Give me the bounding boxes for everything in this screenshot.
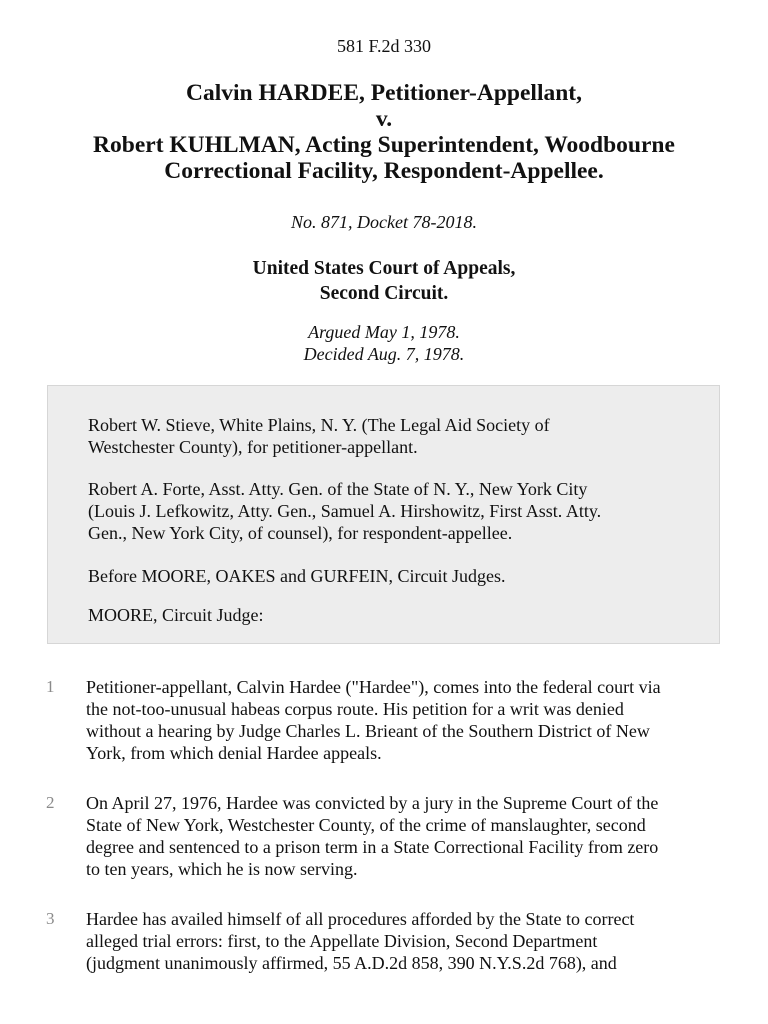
paragraph-line: degree and sentenced to a prison term in a State Correctional Facility from zero (86, 837, 659, 857)
paragraph-text (86, 908, 736, 974)
caption-respondent-line-1: Robert KUHLMAN, Acting Superintendent, Woodbourne (93, 132, 675, 158)
paragraph-number: 3 (46, 909, 55, 928)
respondent-counsel-line: (Louis J. Lefkowitz, Atty. Gen., Samuel A. Hirshowitz, First Asst. Atty. (88, 501, 602, 521)
respondent-counsel-line: Gen., New York City, of counsel), for respondent-appellee. (88, 523, 513, 543)
petitioner-counsel-line: Westchester County), for petitioner-appellant. (88, 437, 418, 457)
paragraph-number: 2 (46, 793, 55, 812)
paragraph-line: York, from which denial Hardee appeals. (86, 743, 382, 763)
paragraph-line: Petitioner-appellant, Calvin Hardee ("Hardee"), comes into the federal court via (86, 677, 661, 697)
decided-date: Decided Aug. 7, 1978. (303, 344, 465, 364)
paragraph-line: alleged trial errors: first, to the Appellate Division, Second Department (86, 931, 598, 951)
paragraph-line: Hardee has availed himself of all procedures afforded by the State to correct (86, 909, 635, 929)
opinion-author: MOORE, Circuit Judge: (88, 605, 264, 625)
paragraph-text (86, 676, 736, 764)
paragraph-line: the not-too-unusual habeas corpus route. His petition for a writ was denied (86, 699, 624, 719)
docket-number: No. 871, Docket 78-2018. (291, 212, 477, 232)
respondent-counsel (88, 478, 688, 544)
paragraph-line: State of New York, Westchester County, of the crime of manslaughter, second (86, 815, 646, 835)
case-caption (40, 80, 728, 184)
paragraph-line: (judgment unanimously affirmed, 55 A.D.2d 858, 390 N.Y.S.2d 768), and (86, 953, 617, 973)
petitioner-counsel (88, 414, 688, 458)
paragraph-line: without a hearing by Judge Charles L. Brieant of the Southern District of New (86, 721, 650, 741)
paragraph-text (86, 792, 736, 880)
court-name-line-2: Second Circuit. (319, 283, 449, 304)
counsel-box (47, 385, 720, 644)
paragraph-number: 1 (46, 677, 55, 696)
caption-versus: v. (375, 106, 393, 132)
case-dates (0, 321, 768, 365)
court-name-line-1: United States Court of Appeals, (252, 258, 516, 279)
case-citation: 581 F.2d 330 (336, 36, 432, 56)
court-name (0, 256, 768, 306)
petitioner-counsel-line: Robert W. Stieve, White Plains, N. Y. (The Legal Aid Society of (88, 415, 550, 435)
argued-date: Argued May 1, 1978. (308, 322, 460, 342)
paragraph-line: to ten years, which he is now serving. (86, 859, 358, 879)
respondent-counsel-line: Robert A. Forte, Asst. Atty. Gen. of the State of N. Y., New York City (88, 479, 588, 499)
panel-judges: Before MOORE, OAKES and GURFEIN, Circuit Judges. (88, 566, 506, 586)
caption-respondent-line-2: Correctional Facility, Respondent-Appellee. (164, 158, 604, 184)
caption-petitioner: Calvin HARDEE, Petitioner-Appellant, (185, 80, 582, 106)
paragraph-line: On April 27, 1976, Hardee was convicted by a jury in the Supreme Court of the (86, 793, 659, 813)
